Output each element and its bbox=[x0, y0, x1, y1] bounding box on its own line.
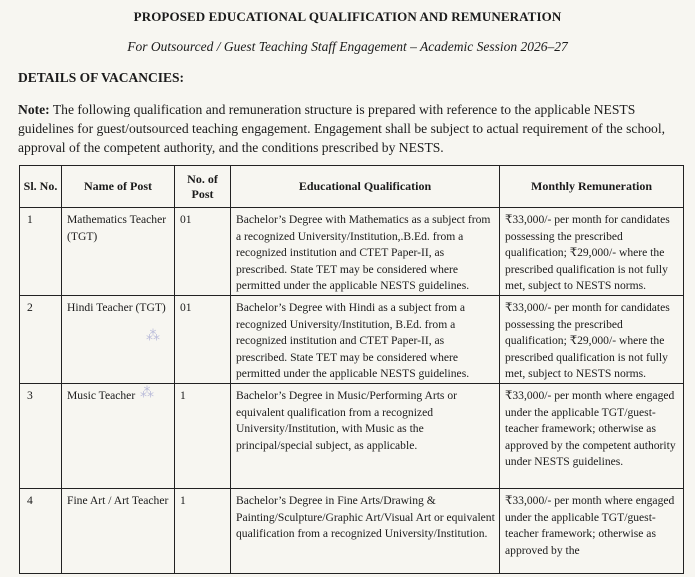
cell-post-count: 1 bbox=[175, 488, 231, 573]
cell-remuneration: ₹33,000/- per month for candidates possessing the prescribed qualification; ₹29,000/- where the prescribed qualification is not fully met, subject to NESTS norms. bbox=[500, 295, 684, 383]
ink-smudge-mark: ⁂ bbox=[146, 328, 160, 344]
section-heading: DETAILS OF VACANCIES: bbox=[18, 70, 185, 85]
table-row bbox=[20, 383, 684, 488]
cell-post-count: 1 bbox=[175, 383, 231, 488]
document-subtitle: For Outsourced / Guest Teaching Staff Engagement – Academic Session 2026–27 bbox=[127, 39, 568, 54]
cell-remuneration: ₹33,000/- per month where engaged under the applicable TGT/guest-teacher framework; otherwise as approved by the competent authority under NESTS guidelines. bbox=[500, 383, 684, 488]
header-post-name: Name of Post bbox=[62, 166, 175, 208]
note-label: Note: bbox=[18, 102, 50, 117]
table-row bbox=[20, 295, 684, 383]
header-sl-no: Sl. No. bbox=[20, 166, 62, 208]
table-row bbox=[20, 488, 684, 573]
table-row bbox=[20, 208, 684, 296]
note-text: The following qualification and remuneration structure is prepared with reference to the applicable NESTS guidelines for guest/outsourced teaching engagement. Engagement shall be subject to actual requirement of the school, approval of the competent authority, and the conditions prescribed by NESTS. bbox=[18, 102, 666, 155]
cell-sl-no: 2 bbox=[20, 295, 62, 383]
vacancies-table bbox=[19, 165, 684, 574]
cell-post-name: Music Teacher bbox=[62, 383, 175, 488]
cell-sl-no: 3 bbox=[20, 383, 62, 488]
cell-qualification: Bachelor’s Degree with Mathematics as a subject from a recognized University/Institution,.B.Ed. from a recognized institution and CTET Paper-II, as prescribed. State TET may be considered where permitted under the applicable NESTS guidelines. bbox=[231, 208, 500, 296]
header-qualification: Educational Qualification bbox=[231, 166, 500, 208]
cell-post-name: Mathematics Teacher (TGT) bbox=[62, 208, 175, 296]
cell-qualification: Bachelor’s Degree in Music/Performing Arts or equivalent qualification from a recognized University/Institution, with Music as the principal/special subject, as applicable. bbox=[231, 383, 500, 488]
table-header-row bbox=[20, 166, 684, 208]
cell-post-count: 01 bbox=[175, 295, 231, 383]
cell-sl-no: 4 bbox=[20, 488, 62, 573]
cell-post-count: 01 bbox=[175, 208, 231, 296]
header-post-count: No. of Post bbox=[175, 166, 231, 208]
header-remuneration: Monthly Remuneration bbox=[500, 166, 684, 208]
ink-smudge-mark: ⁂ bbox=[140, 385, 154, 401]
cell-qualification: Bachelor’s Degree in Fine Arts/Drawing & Painting/Sculpture/Graphic Art/Visual Art or equivalent qualification from a recognized University/Institution. bbox=[231, 488, 500, 573]
cell-remuneration: ₹33,000/- per month where engaged under the applicable TGT/guest-teacher framework; otherwise as approved by the bbox=[500, 488, 684, 573]
cell-post-name: Fine Art / Art Teacher bbox=[62, 488, 175, 573]
note-paragraph bbox=[18, 100, 683, 157]
cell-qualification: Bachelor’s Degree with Hindi as a subject from a recognized University/Institution, B.Ed. from a recognized institution and CTET Paper-II, as prescribed. State TET may be considered where permitted under the applicable NESTS guidelines. bbox=[231, 295, 500, 383]
document-title: PROPOSED EDUCATIONAL QUALIFICATION AND REMUNERATION bbox=[133, 9, 562, 24]
cell-post-name: Hindi Teacher (TGT) bbox=[62, 295, 175, 383]
cell-sl-no: 1 bbox=[20, 208, 62, 296]
cell-remuneration: ₹33,000/- per month for candidates possessing the prescribed qualification; ₹29,000/- where the prescribed qualification is not fully met, subject to NESTS norms. bbox=[500, 208, 684, 296]
